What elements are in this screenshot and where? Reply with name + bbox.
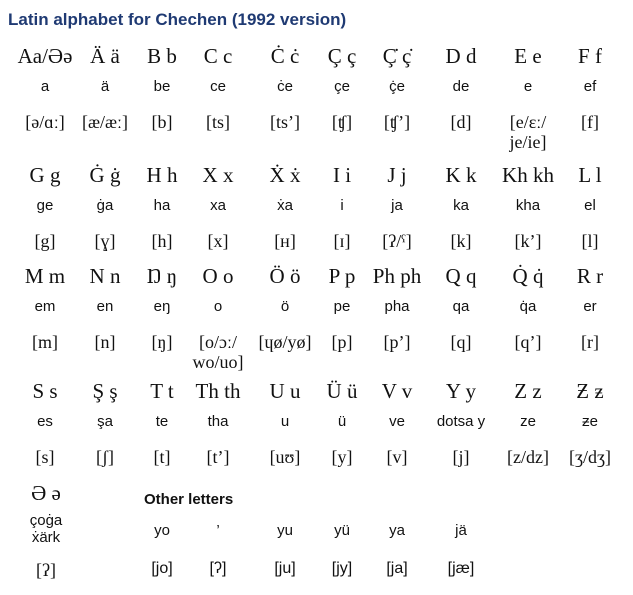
letter-ipa: [ʧ’] [383, 112, 411, 132]
alphabet-cell [493, 264, 563, 352]
letter-glyph: Q q [445, 264, 477, 288]
letter-name: em [34, 298, 56, 315]
letter-glyph: J j [387, 163, 407, 187]
alphabet-cell [362, 163, 432, 251]
letter-glyph: S s [32, 379, 58, 403]
letter-name: ze [520, 413, 536, 430]
letter-ipa: [ʒ/dʒ] [569, 447, 611, 467]
letter-glyph: I i [332, 163, 352, 187]
letter-name: kha [515, 197, 541, 214]
schwa-ipa: [ʔ] [36, 560, 56, 580]
other-letter-name: yü [334, 522, 350, 539]
letter-glyph: Ö ö [269, 264, 301, 288]
letter-ipa: [z/dz] [507, 447, 549, 467]
letter-glyph: V v [381, 379, 413, 403]
alphabet-cell [493, 163, 563, 251]
letter-glyph: E e [514, 44, 542, 68]
alphabet-cell [362, 44, 432, 132]
other-letter-ipa: [ja] [386, 560, 408, 577]
letter-name: de [452, 78, 470, 95]
letter-name: te [155, 413, 169, 430]
letter-glyph: Ġ ġ [89, 163, 121, 187]
letter-ipa: [ʜ] [274, 231, 296, 251]
letter-glyph: Ċ ċ [270, 44, 300, 68]
letter-ipa: [ts] [206, 112, 230, 132]
alphabet-cell [493, 44, 563, 152]
letter-glyph: B b [147, 44, 177, 68]
schwa-name-line-2: ẋärk [31, 529, 61, 546]
letter-name: pe [333, 298, 351, 315]
letter-name: el [584, 197, 596, 214]
letter-glyph: G g [29, 163, 61, 187]
letter-name: es [37, 413, 53, 430]
letter-name: ċe [277, 78, 293, 95]
letter-ipa: [p] [331, 332, 353, 352]
letter-ipa: [k] [450, 231, 472, 251]
letter-name: ve [389, 413, 405, 430]
letter-glyph: K k [445, 163, 477, 187]
letter-ipa: [n] [94, 332, 116, 352]
letter-glyph: Q̇ q̇ [512, 264, 544, 288]
letter-glyph: Ä ä [90, 44, 120, 68]
letter-ipa: [e/ɛː/ je/ie] [509, 112, 547, 152]
letter-ipa: [ɥø/yø] [258, 332, 312, 352]
letter-name: ü [337, 413, 347, 430]
letter-ipa: [k’] [514, 231, 542, 251]
other-letter-name: ya [389, 522, 405, 539]
letter-name: er [583, 298, 597, 315]
letter-glyph: R r [576, 264, 604, 288]
letter-name: q̇a [519, 298, 537, 315]
letter-ipa: [uʊ] [269, 447, 301, 467]
letter-ipa: [m] [32, 332, 58, 352]
letter-name: o [213, 298, 223, 315]
letter-ipa: [ə/ɑː] [25, 112, 65, 132]
letter-ipa: [ts’] [270, 112, 300, 132]
letter-name: en [96, 298, 114, 315]
other-letters-heading: Other letters [144, 491, 234, 508]
letter-glyph: Ç ç [327, 44, 357, 68]
letter-ipa: [r] [581, 332, 599, 352]
alphabet-cell [426, 264, 496, 352]
letter-ipa: [æ/æː] [81, 112, 128, 132]
letter-name: dotsa y [436, 413, 486, 430]
other-letter-ipa: [ʔ] [209, 560, 227, 577]
letter-ipa: [d] [450, 112, 472, 132]
alphabet-cell [183, 44, 253, 132]
letter-glyph: P p [328, 264, 356, 288]
letter-ipa: [l] [581, 231, 599, 251]
letter-ipa: [ʔ/ˁ] [382, 231, 412, 251]
letter-glyph: L l [578, 163, 602, 187]
letter-glyph: U u [269, 379, 301, 403]
alphabet-cell [362, 264, 432, 352]
letter-ipa: [q’] [514, 332, 542, 352]
letter-name: ä [100, 78, 110, 95]
letter-name: u [280, 413, 290, 430]
other-letter-ipa: [jæ] [447, 560, 475, 577]
letter-ipa: [ʃ] [96, 447, 114, 467]
letter-name: pha [384, 298, 410, 315]
letter-name: xa [210, 197, 226, 214]
letter-ipa: [s] [35, 447, 55, 467]
letter-name: qa [452, 298, 470, 315]
letter-name: ha [153, 197, 171, 214]
schwa-name-line-1: çoġa [29, 512, 63, 529]
letter-glyph: Kh kh [502, 163, 554, 187]
alphabet-cell [555, 163, 625, 251]
letter-glyph: Th th [195, 379, 241, 403]
letter-ipa: [q] [450, 332, 472, 352]
letter-glyph: Z z [514, 379, 542, 403]
alphabet-cell [362, 379, 432, 467]
other-letter-ipa: [jy] [331, 560, 353, 577]
letter-name: ja [391, 197, 403, 214]
alphabet-cell [183, 379, 253, 467]
letter-ipa: [y] [331, 447, 353, 467]
alphabet-cell [426, 44, 496, 132]
letter-ipa: [ɪ] [333, 231, 351, 251]
other-letter-name: jä [455, 522, 467, 539]
letter-ipa: [g] [34, 231, 56, 251]
schwa-letter: Ə ə [31, 481, 61, 505]
letter-ipa: [f] [581, 112, 599, 132]
letter-name: ce [210, 78, 226, 95]
letter-glyph: Ç̇ ç̇ [382, 44, 412, 68]
letter-glyph: C c [203, 44, 233, 68]
alphabet-cell [493, 379, 563, 467]
letter-ipa: [ŋ] [151, 332, 173, 352]
letter-name: be [153, 78, 171, 95]
letter-glyph: Ph ph [372, 264, 422, 288]
alphabet-cell [183, 264, 253, 372]
other-letter-name: yu [277, 522, 293, 539]
letter-glyph: Ş ş [92, 379, 118, 403]
letter-ipa: [t] [153, 447, 171, 467]
other-letter-ipa: [jo] [151, 560, 173, 577]
letter-ipa: [v] [386, 447, 408, 467]
letter-name: ka [453, 197, 469, 214]
letter-name: tha [207, 413, 229, 430]
letter-ipa: [b] [151, 112, 173, 132]
letter-glyph: Ü ü [326, 379, 358, 403]
letter-glyph: X x [202, 163, 234, 187]
letter-glyph: O o [202, 264, 234, 288]
letter-name: ẋa [277, 197, 293, 214]
letter-ipa: [t’] [206, 447, 230, 467]
letter-glyph: M m [24, 264, 66, 288]
letter-name: çe [334, 78, 350, 95]
alphabet-cell [426, 379, 496, 467]
letter-name: e [523, 78, 533, 95]
other-letter-name: yo [154, 522, 170, 539]
letter-name: ef [583, 78, 597, 95]
letter-name: ç̇e [389, 78, 405, 95]
letter-ipa: [p’] [383, 332, 411, 352]
letter-ipa: [h] [151, 231, 173, 251]
alphabet-cell [426, 163, 496, 251]
alphabet-cell [183, 163, 253, 251]
letter-name: a [40, 78, 50, 95]
letter-glyph: H h [146, 163, 178, 187]
letter-glyph: T t [150, 379, 174, 403]
letter-glyph: D d [445, 44, 477, 68]
letter-glyph: Aa/Əə [17, 44, 73, 68]
alphabet-cell [555, 44, 625, 132]
alphabet-cell [555, 264, 625, 352]
schwa-name [14, 512, 78, 546]
letter-ipa: [j] [452, 447, 470, 467]
letter-glyph: Ŋ ŋ [146, 264, 178, 288]
letter-name: şa [97, 413, 113, 430]
letter-ipa: [ʧ] [331, 112, 353, 132]
other-letter-name: ’ [216, 522, 220, 539]
letter-glyph: Y y [445, 379, 477, 403]
letter-glyph: Ƶ ƶ [576, 379, 604, 403]
letter-name: ö [280, 298, 290, 315]
letter-glyph: F f [578, 44, 602, 68]
letter-glyph: Ẋ ẋ [269, 163, 301, 187]
alphabet-cell [555, 379, 625, 467]
other-letter-ipa: [ju] [274, 560, 296, 577]
letter-name: i [340, 197, 344, 214]
letter-name: ġa [96, 197, 114, 214]
letter-ipa: [o/ɔː/ wo/uo] [192, 332, 244, 372]
letter-name: eŋ [153, 298, 171, 315]
letter-name: ge [36, 197, 54, 214]
letter-ipa: [x] [207, 231, 229, 251]
letter-glyph: N n [89, 264, 121, 288]
letter-ipa: [ɣ] [94, 231, 116, 251]
page-title: Latin alphabet for Chechen (1992 version) [8, 10, 347, 29]
letter-name: ƶe [582, 413, 598, 430]
